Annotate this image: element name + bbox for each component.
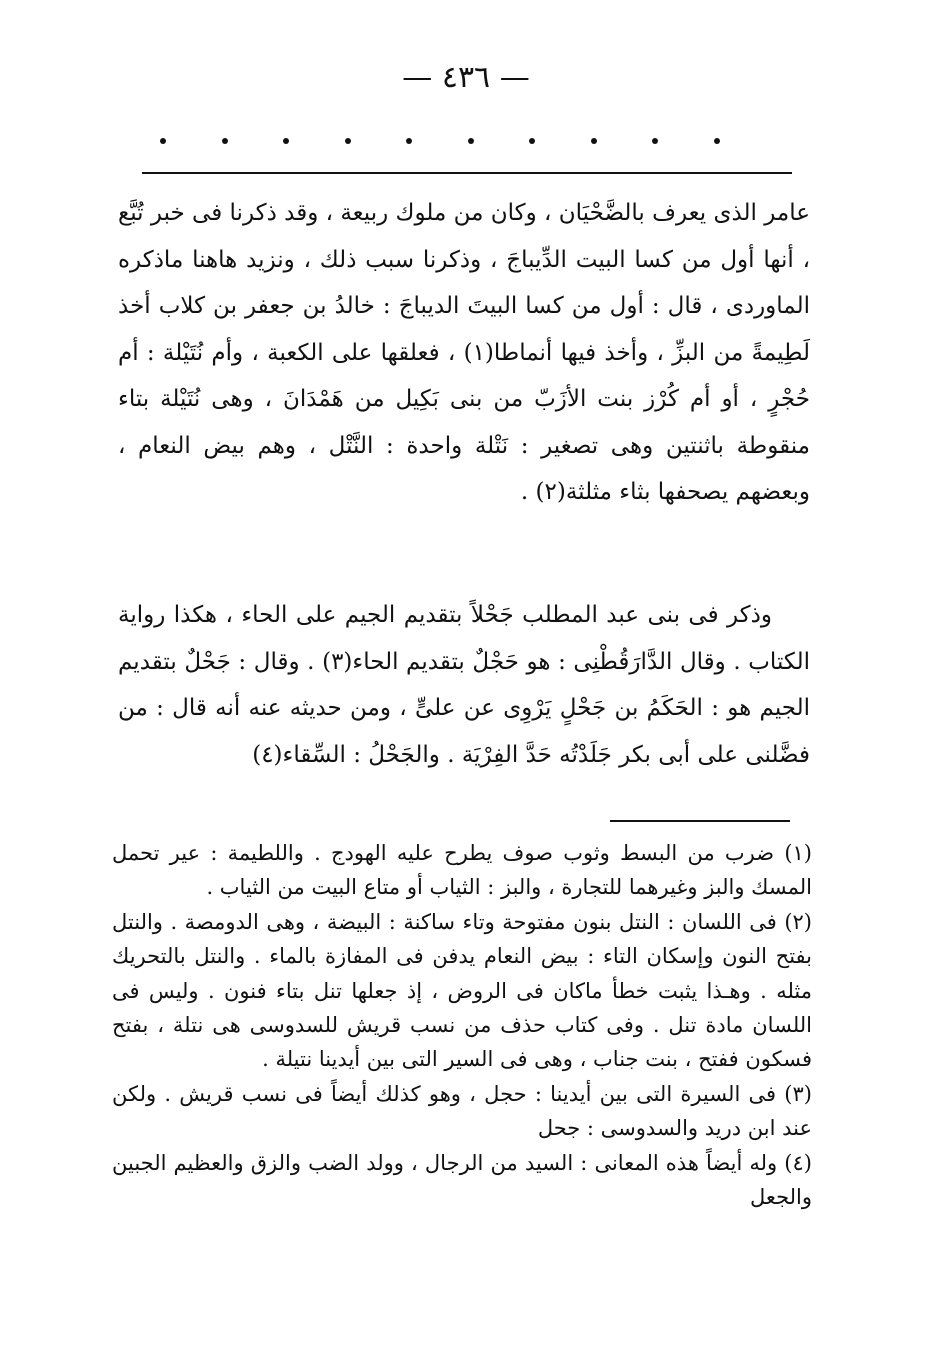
footnote-4: (٤) وله أيضاً هذه المعانى : السيد من الرجال ، وولد الضب والزق والعظيم الجبين والجعل [112, 1150, 812, 1210]
main-text [118, 190, 810, 778]
ornament-dot [652, 138, 658, 144]
footnote-2: (٢) فى اللسان : النتل بنون مفتوحة وتاء ساكنة : البيضة ، وهى الدومصة . والنتل بفتح النون وإسكان التاء : بيض النعام يدفن فى المفازة بالماء . والنتل بالتحريك مثله . وهـذا يثبت خطأ ماكان فى الروض ، إذ جعلها تنل بتاء فنون . وليس فى اللسان مادة تنل . وفى كتاب حذف من نسب قريش للسدوسى هى نتلة ، بفتح فسكون ففتح ، بنت جناب ، وهى فى السير التى بين أيدينا نتيلة . [112, 909, 812, 1072]
ornament-dot [714, 138, 720, 144]
ornament-dot [406, 138, 412, 144]
ornament-dot [222, 138, 228, 144]
ornament-dot [283, 138, 289, 144]
ornament-dot [468, 138, 474, 144]
footnote-divider [610, 820, 790, 822]
ornament-dot [529, 138, 535, 144]
header-divider [142, 172, 792, 174]
footnote-1: (١) ضرب من البسط وثوب صوف يطرح عليه الهودج . واللطيمة : عير تحمل المسك والبز وغيرهما للتجارة ، والبز : الثياب أو متاع البيت من الثياب . [112, 841, 812, 900]
ornament-dot [345, 138, 351, 144]
body-paragraph-2: وذكر فى بنى عبد المطلب جَحْلاً بتقديم الجيم على الحاء ، هكذا رواية الكتاب . وقال الدَّارَقُطْنِى : هو حَجْلٌ بتقديم الحاء(٣) . وقال : جَحْلٌ بتقديم الجيم هو : الحَكَمُ بن جَحْلٍ يَرْوِى عن علىٍّ ، ومن حديثه عنه أنه قال : من فضَّلنى على أبى بكر جَلَدْتُه حَدَّ الفِرْيَة . والجَحْلُ : السِّقاء(٤) [118, 602, 810, 768]
body-paragraph-1: عامر الذى يعرف بالضَّحْيَان ، وكان من ملوك ربيعة ، وقد ذكرنا فى خبر تُبَّع ، أنها أول من كسا البيت الدِّيباجَ ، وذكرنا سبب ذلك ، ونزيد هاهنا ماذكره الماوردى ، قال : أول من كسا البيتَ الديباجَ : خالدُ بن جعفر بن كلاب أخذ لَطِيمةً من البزِّ ، وأخذ فيها أنماطا(١) ، فعلقها على الكعبة ، وأم نُتَيْلة : أم حُجْرٍ ، أو أم كُرْز بنت الأزَبّ من بنى بَكِيل من هَمْدَانَ ، وهى نُتَيْلة بتاء منقوطة باثنتين وهى تصغير : نَتْلة واحدة : النَّتْل ، وهم بيض النعام ، وبعضهم يصحفها بثاء مثلثة(٢) . [118, 200, 810, 505]
ornament-dot [591, 138, 597, 144]
ornament-dot [160, 138, 166, 144]
ornamental-dots [160, 138, 720, 144]
page-number: — ٤٣٦ — [402, 60, 530, 95]
footnote-3: (٣) فى السيرة التى بين أيدينا : حجل ، وهو كذلك أيضاً فى نسب قريش . ولكن عند ابن دريد والسدوسى : جحل [112, 1081, 812, 1141]
footnotes [112, 836, 812, 1214]
